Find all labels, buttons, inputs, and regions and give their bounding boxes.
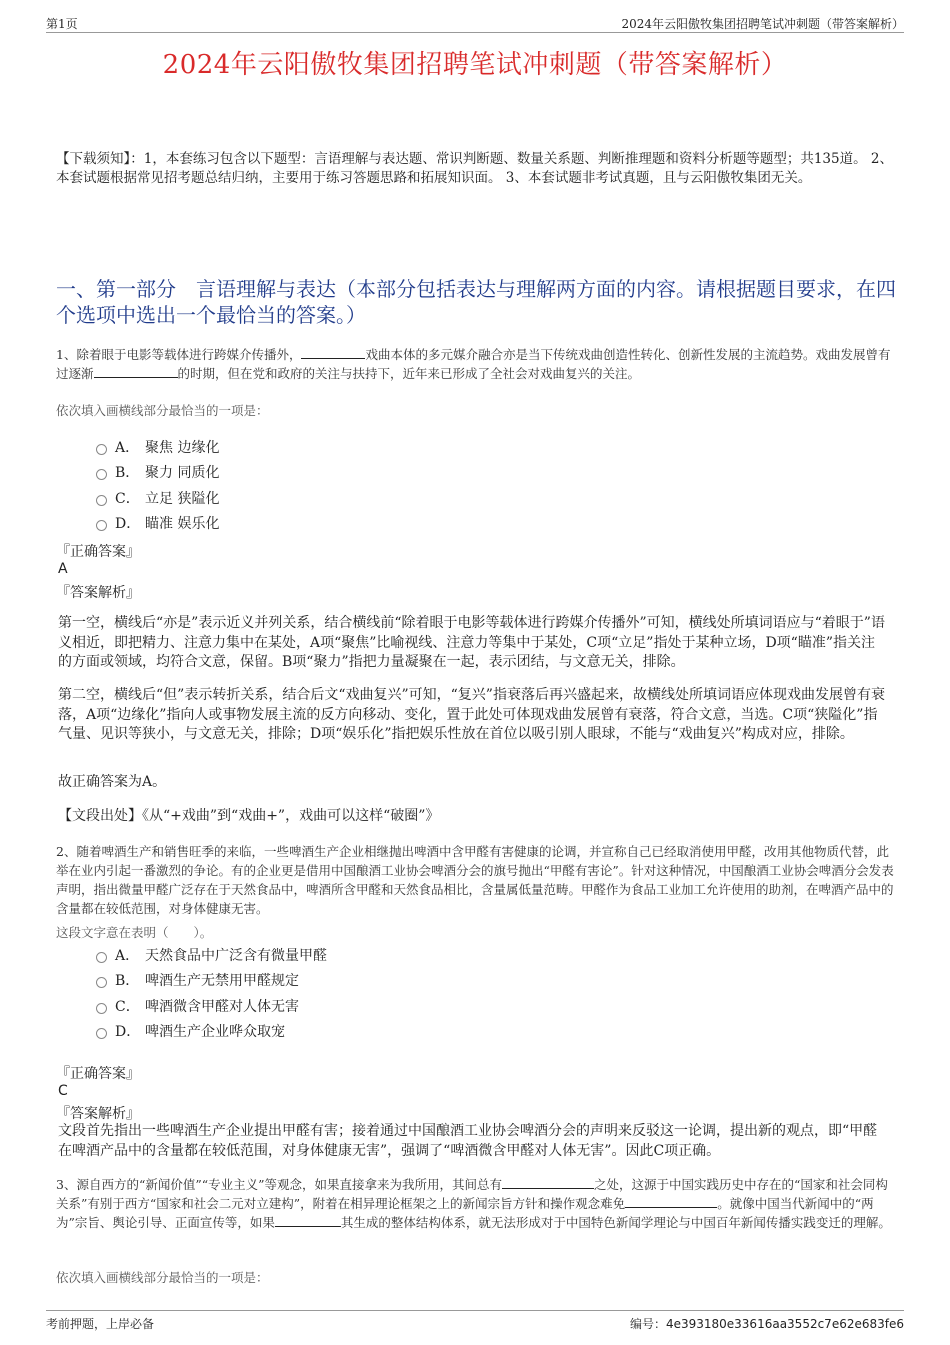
question-2-options xyxy=(96,942,327,1044)
radio-icon[interactable] xyxy=(96,520,107,531)
source-citation: 【文段出处】《从“+戏曲”到“戏曲+”，戏曲可以这样“破圈”》 xyxy=(58,808,440,824)
question-3-text: 3、源自西方的“新闻价值”“专业主义”等观念，如果直接拿来为我所用，其间总有 之处，这源于中国实践历史中存在的“国家和社会同构关系”有别于西方“国家和社会二元对立建构”，附着在相异理论框架之上的新闻宗旨方针和操作观念难免 。就像中国当代新闻中的“两为”宗旨、舆论引导、正面宣传等，如果 其生成的整体结构体系，就无法形成对于中国特色新闻学理论与中国百年新闻传播实践变迁的理解。 xyxy=(56,1177,891,1230)
option-d[interactable]: D． 啤酒生产企业哗众取宠 xyxy=(96,1019,327,1045)
question-2-text: 2、随着啤酒生产和销售旺季的来临，一些啤酒生产企业相继抛出啤酒中含甲醛有害健康的论调，并宣称自己已经取消使用甲醛，改用其他物质代替，此举在业内引起一番激烈的争论。有的企业更是借用中国酿酒工业协会啤酒分会的旗号抛出“甲醛有害论”。针对这种情况，中国酿酒工业协会啤酒分会发表声明，指出微量甲醛广泛存在于天然食品中，啤酒所含甲醛和天然食品相比，含量属低量范畴。甲醛作为食品工业加工允许使用的助剂，在啤酒产品中的含量都在较低范围，对身体健康无害。 xyxy=(56,844,894,916)
fill-blank xyxy=(301,346,365,359)
header-doc-title: 2024年云阳傲牧集团招聘笔试冲刺题（带答案解析） xyxy=(621,17,904,31)
radio-icon[interactable] xyxy=(96,444,107,455)
option-c[interactable]: C． 立足 狭隘化 xyxy=(96,485,219,511)
option-c[interactable]: C． 啤酒微含甲醛对人体无害 xyxy=(96,993,327,1019)
option-a[interactable]: A． 天然食品中广泛含有微量甲醛 xyxy=(96,942,327,968)
footer-slogan: 考前押题，上岸必备 xyxy=(46,1317,155,1331)
section-title: 一、第一部分 言语理解与表达（本部分包括表达与理解两方面的内容。请根据题目要求，在四个选项中选出一个最恰当的答案。） xyxy=(56,277,896,327)
radio-icon[interactable] xyxy=(96,469,107,480)
fill-blank xyxy=(502,1176,594,1189)
question-3-prompt: 依次填入画横线部分最恰当的一项是： xyxy=(56,1270,269,1285)
fill-blank xyxy=(94,365,178,378)
radio-icon[interactable] xyxy=(96,495,107,506)
radio-icon[interactable] xyxy=(96,977,107,988)
question-2-prompt: 这段文字意在表明（ ）。 xyxy=(56,925,213,940)
analysis-paragraph-2: 第二空，横线后“但”表示转折关系，结合后文“戏曲复兴”可知，“复兴”指衰落后再兴盛起来，故横线处所填词语应体现戏曲发展曾有衰落，A项“边缘化”指向人或事物发展主流的反方向移动、变化，置于此处可体现戏曲发展曾有衰落，符合文意，当选。C项“狭隘化”指气量、见识等狭小，与文意无关，排除；D项“娱乐化”指把娱乐性放在首位以吸引别人眼球，不能与“戏曲复兴”构成对应，排除。 xyxy=(58,687,885,742)
page-title: 2024年云阳傲牧集团招聘笔试冲刺题（带答案解析） xyxy=(162,50,788,80)
analysis-paragraph: 文段首先指出一些啤酒生产企业提出甲醛有害；接着通过中国酿酒工业协会啤酒分会的声明来反驳这一论调，提出新的观点，即“甲醛在啤酒产品中的含量都在较低范围，对身体健康无害”，强调了“啤酒微含甲醛对人体无害”。因此C项正确。 xyxy=(58,1123,878,1159)
question-1-text: 1、除着眼于电影等载体进行跨媒介传播外， 戏曲本体的多元媒介融合亦是当下传统戏曲创造性转化、创新性发展的主流趋势。戏曲发展曾有过逐渐 的时期，但在党和政府的关注与扶持下，近年来已形成了全社会对戏曲复兴的关注。 xyxy=(56,347,891,381)
question-1-prompt: 依次填入画横线部分最恰当的一项是： xyxy=(56,403,269,418)
radio-icon[interactable] xyxy=(96,1028,107,1039)
fill-blank xyxy=(275,1214,341,1227)
footer-code: 编号：4e393180e33616aa3552c7e62e683fe6 xyxy=(629,1317,904,1331)
page-footer xyxy=(46,1310,904,1331)
analysis-paragraph-1: 第一空，横线后“亦是”表示近义并列关系，结合横线前“除着眼于电影等载体进行跨媒介传播外”可知，横线处所填词语应与“着眼于”语义相近，即把精力、注意力集中在某处，A项“聚焦”比喻视线、注意力等集中于某处，C项“立足”指处于某种立场，D项“瞄准”指关注的方面或领域，均符合文意，保留。B项“聚力”指把力量凝聚在一起，表示团结，与文意无关，排除。 xyxy=(58,615,885,670)
option-b[interactable]: B． 啤酒生产无禁用甲醛规定 xyxy=(96,968,327,994)
option-d[interactable]: D． 瞄准 娱乐化 xyxy=(96,511,219,537)
correct-answer-label: 『正确答案』 xyxy=(56,544,140,560)
correct-answer-label: 『正确答案』 xyxy=(56,1066,140,1082)
radio-icon[interactable] xyxy=(96,952,107,963)
fill-blank xyxy=(625,1195,717,1208)
page-header xyxy=(46,14,904,33)
download-notice: 【下载须知】：1，本套练习包含以下题型：言语理解与表达题、常识判断题、数量关系题、判断推理题和资料分析题等题型；共135道。 2、本套试题根据常见招考题总结归纳，主要用于练习答题思路和拓展知识面。 3、本套试题非考试真题，且与云阳傲牧集团无关。 xyxy=(56,151,893,186)
option-b[interactable]: B． 聚力 同质化 xyxy=(96,460,219,486)
page-number: 第1页 xyxy=(46,17,78,31)
analysis-label: 『答案解析』 xyxy=(56,585,140,601)
option-a[interactable]: A． 聚焦 边缘化 xyxy=(96,434,219,460)
correct-answer-value: C xyxy=(58,1083,68,1099)
correct-answer-value: A xyxy=(58,561,68,577)
analysis-label: 『答案解析』 xyxy=(56,1106,140,1122)
question-1-options xyxy=(96,434,219,536)
analysis-conclusion: 故正确答案为A。 xyxy=(58,774,167,790)
radio-icon[interactable] xyxy=(96,1003,107,1014)
